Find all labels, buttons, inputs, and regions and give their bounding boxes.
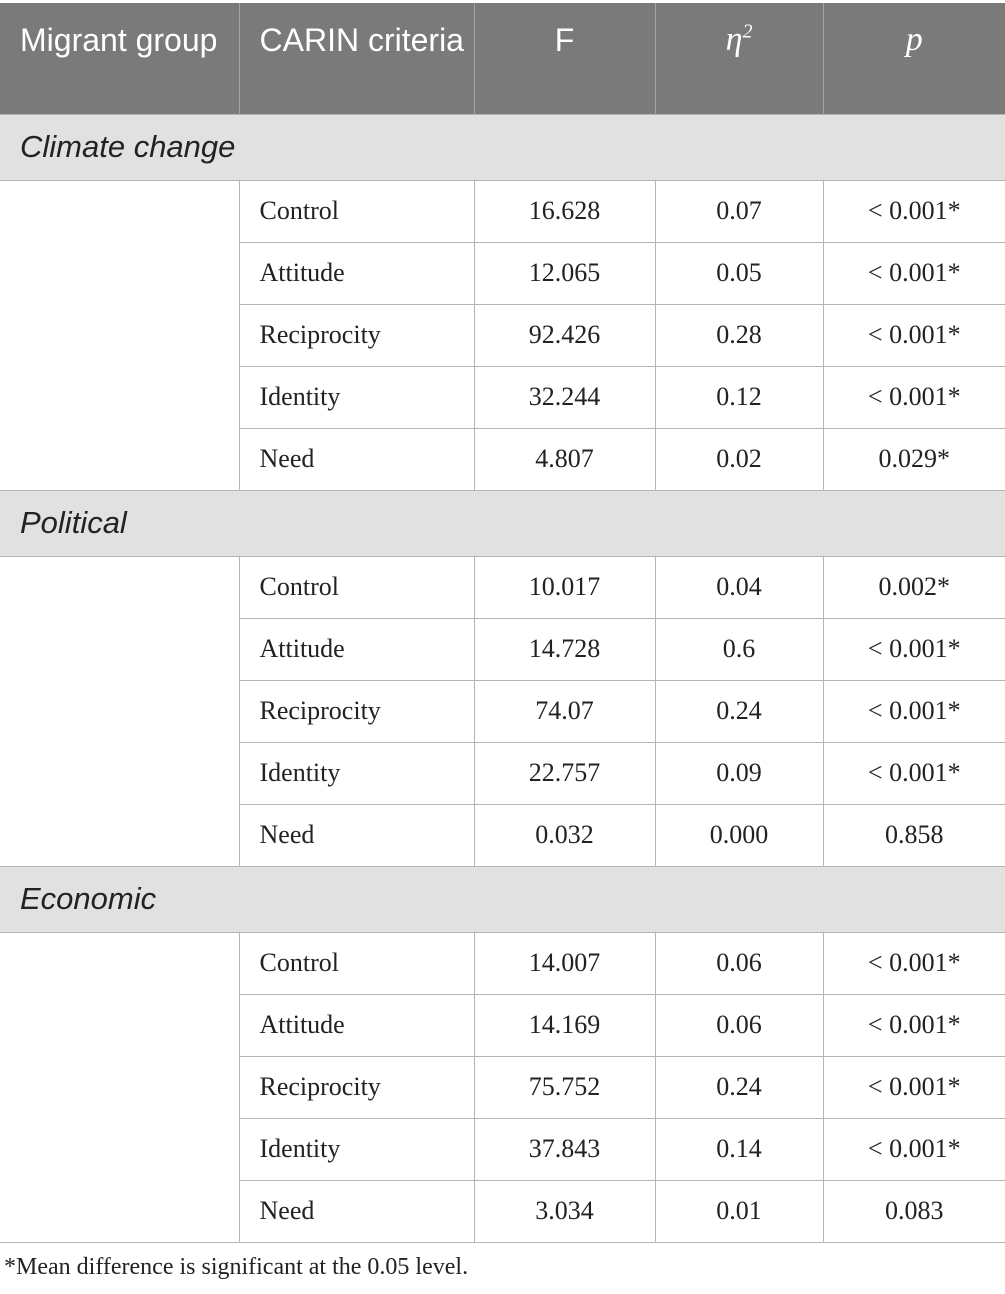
section-row: [0, 866, 1005, 932]
f-value-cell: 14.728: [474, 618, 655, 680]
criterion-cell: Need: [239, 428, 474, 490]
criterion-cell: Reciprocity: [239, 680, 474, 742]
criterion-cell: Control: [239, 180, 474, 242]
f-value-cell: 16.628: [474, 180, 655, 242]
p-value-cell: < 0.001*: [823, 304, 1005, 366]
header-row: [0, 3, 1005, 114]
table-row: [0, 932, 1005, 994]
migrant-group-cell: [0, 932, 239, 1242]
f-value-cell: 0.032: [474, 804, 655, 866]
f-value-cell: 75.752: [474, 1056, 655, 1118]
f-value-cell: 92.426: [474, 304, 655, 366]
p-value-cell: < 0.001*: [823, 242, 1005, 304]
f-value-cell: 12.065: [474, 242, 655, 304]
f-value-cell: 22.757: [474, 742, 655, 804]
eta-squared-cell: 0.28: [655, 304, 823, 366]
p-value-cell: < 0.001*: [823, 680, 1005, 742]
eta-squared-cell: 0.09: [655, 742, 823, 804]
eta-squared-cell: 0.07: [655, 180, 823, 242]
p-value-cell: < 0.001*: [823, 1056, 1005, 1118]
criterion-cell: Identity: [239, 742, 474, 804]
section-title: Political: [0, 490, 1005, 556]
criterion-cell: Need: [239, 1180, 474, 1242]
eta-squared-cell: 0.05: [655, 242, 823, 304]
p-value-cell: < 0.001*: [823, 1118, 1005, 1180]
eta-squared-cell: 0.06: [655, 994, 823, 1056]
header-migrant-group: Migrant group: [0, 3, 239, 114]
criterion-cell: Attitude: [239, 242, 474, 304]
f-value-cell: 4.807: [474, 428, 655, 490]
header-carin-criteria: CARIN criteria: [239, 3, 474, 114]
criterion-cell: Identity: [239, 366, 474, 428]
f-value-cell: 74.07: [474, 680, 655, 742]
f-value-cell: 3.034: [474, 1180, 655, 1242]
section-title: Climate change: [0, 114, 1005, 180]
f-value-cell: 32.244: [474, 366, 655, 428]
f-value-cell: 14.007: [474, 932, 655, 994]
criterion-cell: Reciprocity: [239, 1056, 474, 1118]
p-value-cell: < 0.001*: [823, 994, 1005, 1056]
footnote: *Mean difference is significant at the 0.05 level.: [4, 1254, 469, 1280]
eta-squared-cell: 0.000: [655, 804, 823, 866]
p-value-cell: < 0.001*: [823, 932, 1005, 994]
header-f: F: [474, 3, 655, 114]
p-value-cell: 0.083: [823, 1180, 1005, 1242]
p-value-cell: 0.029*: [823, 428, 1005, 490]
anova-results-table: [0, 3, 1005, 1243]
criterion-cell: Reciprocity: [239, 304, 474, 366]
eta-squared-cell: 0.04: [655, 556, 823, 618]
criterion-cell: Attitude: [239, 618, 474, 680]
f-value-cell: 37.843: [474, 1118, 655, 1180]
eta-squared-cell: 0.24: [655, 680, 823, 742]
migrant-group-cell: [0, 180, 239, 490]
eta-squared-cell: 0.24: [655, 1056, 823, 1118]
f-value-cell: 10.017: [474, 556, 655, 618]
eta-squared-cell: 0.12: [655, 366, 823, 428]
header-eta-sup: 2: [742, 20, 753, 43]
migrant-group-cell: [0, 556, 239, 866]
p-value-cell: < 0.001*: [823, 618, 1005, 680]
eta-squared-cell: 0.02: [655, 428, 823, 490]
table-row: [0, 556, 1005, 618]
table-body: [0, 114, 1005, 1242]
section-title: Economic: [0, 866, 1005, 932]
criterion-cell: Identity: [239, 1118, 474, 1180]
p-value-cell: < 0.001*: [823, 180, 1005, 242]
section-row: [0, 114, 1005, 180]
eta-squared-cell: 0.01: [655, 1180, 823, 1242]
f-value-cell: 14.169: [474, 994, 655, 1056]
p-value-cell: < 0.001*: [823, 742, 1005, 804]
eta-squared-cell: 0.6: [655, 618, 823, 680]
header-eta-squared: [655, 3, 823, 114]
criterion-cell: Control: [239, 556, 474, 618]
criterion-cell: Need: [239, 804, 474, 866]
header-eta: η: [725, 21, 743, 58]
criterion-cell: Attitude: [239, 994, 474, 1056]
table-row: [0, 180, 1005, 242]
p-value-cell: 0.858: [823, 804, 1005, 866]
eta-squared-cell: 0.14: [655, 1118, 823, 1180]
section-row: [0, 490, 1005, 556]
p-value-cell: < 0.001*: [823, 366, 1005, 428]
criterion-cell: Control: [239, 932, 474, 994]
p-value-cell: 0.002*: [823, 556, 1005, 618]
header-p: p: [823, 3, 1005, 114]
eta-squared-cell: 0.06: [655, 932, 823, 994]
